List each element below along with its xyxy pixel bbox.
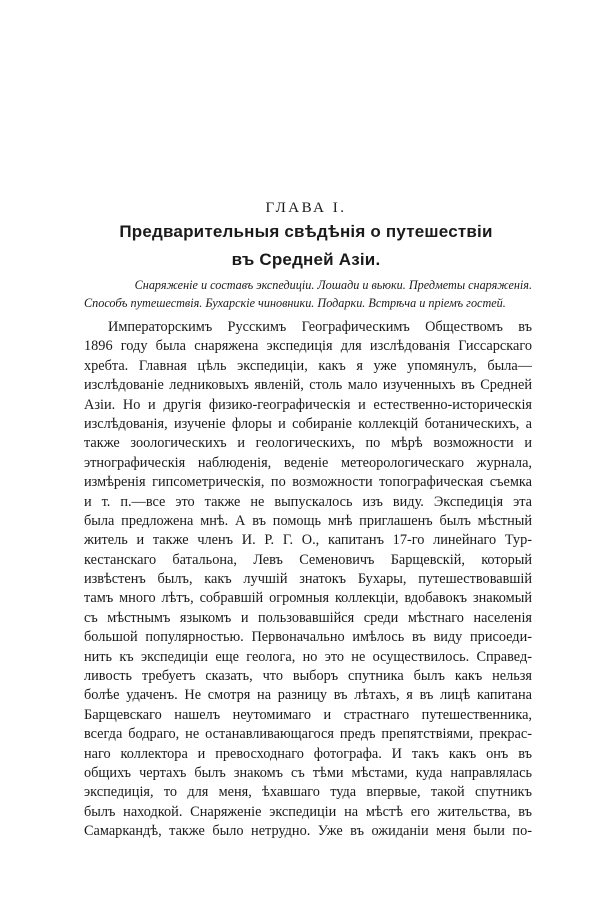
text-line: Императорскимъ Русскимъ Географическимъ Обществомъ въ (108, 319, 532, 335)
text-line: Барщевскаго нашелъ неутомимаго и страстнаго путешественника, (84, 706, 532, 723)
chapter-title-line: Предварительныя свѣдѣнія о путешествіи (119, 222, 493, 241)
chapter-summary (84, 276, 532, 312)
text-line: былъ находкой. Снаряженіе экспедиціи на мѣстѣ его жительства, въ (84, 803, 532, 820)
text-line: извѣстенъ былъ, какъ лучшій знатокъ Бухары, путешествовавшій (84, 571, 532, 588)
text-line: и т. п.—все это также не выпускалось изъ виду. Экспедиція эта (84, 493, 532, 510)
text-line: также зоологическихъ и геологическихъ, по мѣрѣ возможности и (84, 435, 532, 452)
text-line: изслѣдованія, изученіе флоры и собираніе коллекцій ботаническихъ, а (84, 415, 532, 432)
text-line: экспедиція, то для меня, ѣхавшаго туда впервые, такой спутникъ (84, 784, 532, 801)
text-line: 1896 году была снаряжена экспедиція для изслѣдованія Гиссарскаго (84, 338, 532, 355)
text-line: Азіи. Но и другія физико-географическія и естественно-историческія (84, 396, 532, 413)
text-line: кестанскаго батальона, Левъ Семеновичъ Барщевскій, который (84, 551, 532, 568)
text-line: хребта. Главная цѣль экспедиціи, какъ я уже упомянулъ, была— (84, 357, 532, 374)
text-line: Самаркандѣ, также было нетрудно. Уже въ ожиданіи меня были по- (84, 823, 532, 840)
chapter-label: ГЛАВА I. (265, 200, 347, 216)
text-line: была предложена мнѣ. А въ помощь мнѣ приглашенъ былъ мѣстный (84, 512, 532, 529)
text-line: ливость требуетъ сказать, что выборъ спутника былъ какъ нельзя (84, 668, 532, 685)
text-line: тамъ много лѣтъ, собравшій огромныя коллекціи, вдобавокъ знакомый (84, 590, 532, 607)
body-text (84, 318, 532, 842)
text-line: измѣренія гипсометрическія, по возможности топографическая съемка (84, 474, 532, 491)
chapter-title (0, 218, 612, 274)
text-line: всегда бодраго, не останавливающагося предъ препятствіями, прекрас- (84, 726, 532, 743)
text-line: болѣе удаченъ. Не смотря на разницу въ лѣтахъ, я въ лицѣ капитана (84, 687, 532, 704)
text-line: этнографическія наблюденія, веденіе метеорологическаго журнала, (84, 454, 532, 471)
text-line: общихъ чертахъ былъ знакомъ съ тѣми мѣстами, куда направлялась (84, 764, 532, 781)
summary-line: Снаряженіе и составъ экспедиціи. Лошади и вьюки. Предметы снаряженія. (134, 278, 532, 292)
text-line: большой популярностью. Первоначально имѣлось въ виду присоеди- (84, 629, 532, 646)
text-line: житель и также членъ И. Р. Г. О., капитанъ 17-го линейнаго Тур- (84, 532, 532, 549)
text-line: изслѣдованіе ледниковыхъ явленій, столь мало изученныхъ въ Средней (84, 377, 532, 394)
text-line: нить къ экспедиціи еще геолога, но это не осуществилось. Справед- (84, 648, 532, 665)
summary-line: Способъ путешествія. Бухарскіе чиновники. Подарки. Встрѣча и пріемъ гостей. (84, 296, 506, 310)
text-line: съ мѣстнымъ языкомъ и пользовавшійся среди мѣстнаго населенія (84, 609, 532, 626)
chapter-title-line: въ Средней Азіи. (231, 250, 381, 269)
text-line: наго коллектора и превосходнаго фотографа. И такъ какъ онъ въ (84, 745, 532, 762)
